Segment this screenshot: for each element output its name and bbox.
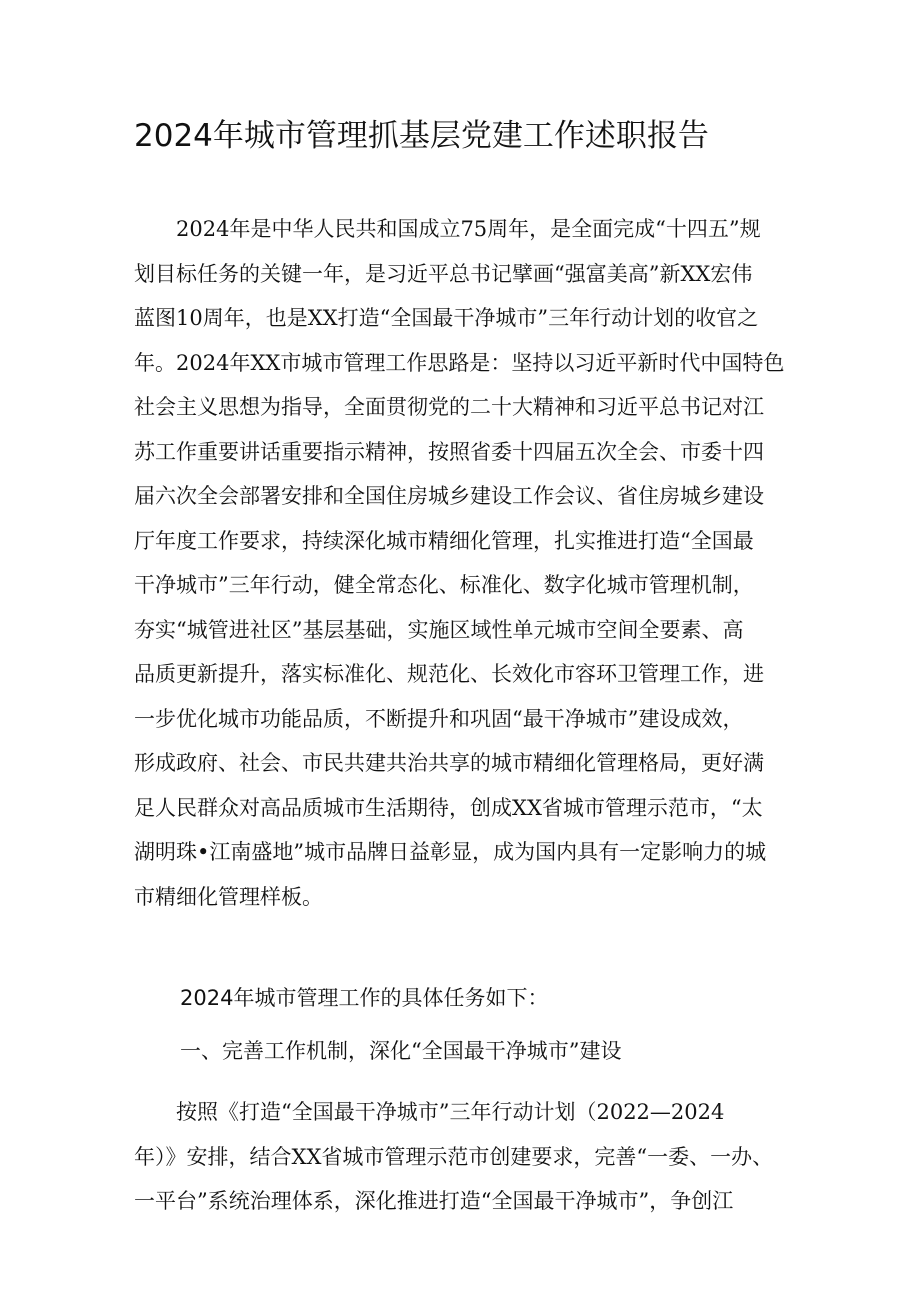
paragraph-line: 苏工作重要讲话重要指示精神，按照省委十四届五次全会、市委十四 (134, 439, 764, 464)
paragraph-line: 湖明珠•江南盛地”城市品牌日益彰显，成为国内具有一定影响力的城 (134, 840, 767, 864)
paragraph-line: 届六次全会部署安排和全国住房城乡建设工作会议、省住房城乡建设 (134, 484, 764, 508)
paragraph-line: 市精细化管理样板。 (134, 884, 323, 909)
paragraph-line: 2024年是中华人民共和国成立75周年，是全面完成“十四五”规 (134, 217, 761, 241)
paragraph-section1 (134, 1090, 789, 1224)
paragraph-line: 形成政府、社会、市民共建共治共享的城市精细化管理格局，更好满 (134, 751, 764, 775)
paragraph-line: 足人民群众对高品质城市生活期待，创成XX省城市管理示范市，“太 (134, 795, 763, 820)
paragraph-line: 社会主义思想为指导，全面贯彻党的二十大精神和习近平总书记对江 (134, 395, 764, 419)
paragraph-line: 一平台”系统治理体系，深化推进打造“全国最干净城市”，争创江 (134, 1189, 734, 1213)
paragraph-line: 年。2024年XX市城市管理工作思路是：坚持以习近平新时代中国特色 (134, 350, 785, 375)
section-heading-1: 一、完善工作机制，深化“全国最干净城市”建设 (180, 1039, 622, 1063)
paragraph-line: 蓝图10周年，也是XX打造“全国最干净城市”三年行动计划的收官之 (134, 306, 759, 330)
document-title: 2024年城市管理抓基层党建工作述职报告 (134, 118, 709, 154)
paragraph-line: 夯实“城管进社区”基层基础，实施区域性单元城市空间全要素、高 (134, 617, 744, 642)
paragraph-line: 干净城市”三年行动，健全常态化、标准化、数字化城市管理机制， (134, 573, 754, 597)
paragraph-line: 厅年度工作要求，持续深化城市精细化管理，扎实推进打造“全国最 (134, 528, 754, 553)
paragraph-line: 划目标任务的关键一年，是习近平总书记擘画“强富美高”新XX宏伟 (134, 261, 753, 286)
paragraph-line: 品质更新提升，落实标准化、规范化、长效化市容环卫管理工作，进 (134, 662, 764, 686)
paragraph-line: 一步优化城市功能品质，不断提升和巩固“最干净城市”建设成效， (134, 706, 744, 731)
paragraph-line: 年）》安排，结合XX省城市管理示范市创建要求，完善“一委、一办、 (134, 1144, 774, 1169)
paragraph-intro (134, 207, 789, 919)
paragraph-line: 按照《打造“全国最干净城市”三年行动计划（2022—2024 (134, 1100, 725, 1124)
tasks-intro-line: 2024年城市管理工作的具体任务如下： (180, 986, 549, 1010)
